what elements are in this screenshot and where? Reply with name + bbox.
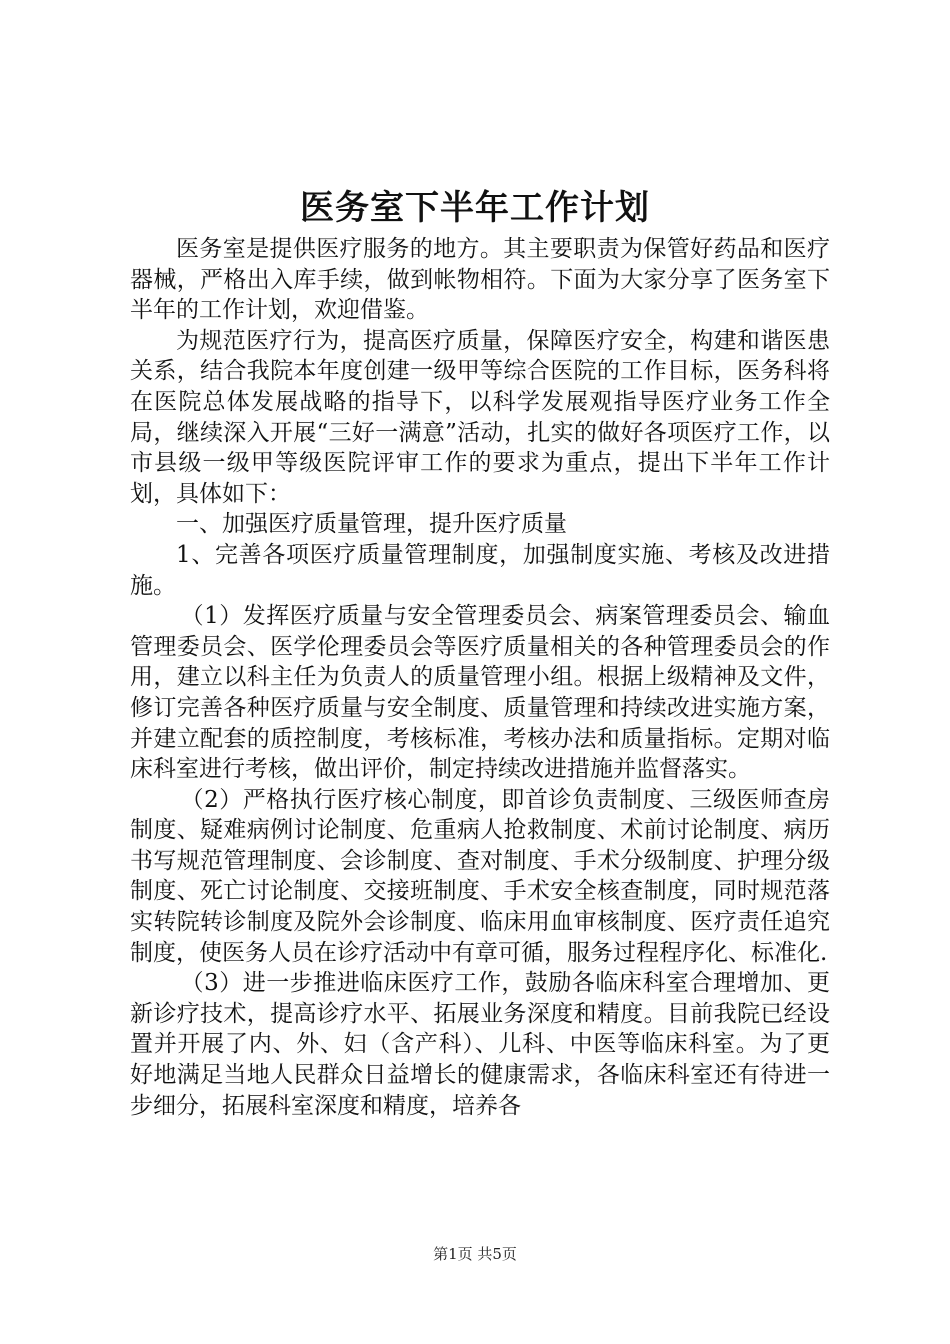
section-heading-1: 一、加强医疗质量管理，提升医疗质量 (176, 511, 567, 538)
page-footer: 第1页 共5页 (433, 1245, 517, 1263)
list-item-2: （2）严格执行医疗核心制度，即首诊负责制度、三级医师查房制度、疑难病例讨论制度、危重病人抢救制度、术前讨论制度、病历书写规范管理制度、会诊制度、查对制度、手术分级制度、护理分级制度、死亡讨论制度、交接班制度、手术安全核查制度，同时规范落实转院转诊制度及院外会诊制度、临床用血审核制度、医疗责任追究制度，使医务人员在诊疗活动中有章可循，服务过程程序化、标准化. (130, 786, 830, 966)
list-item-3: （3）进一步推进临床医疗工作，鼓励各临床科室合理增加、更新诊疗技术，提高诊疗水平、拓展业务深度和精度。目前我院已经设置并开展了内、外、妇（含产科）、儿科、中医等临床科室。为了更好地满足当地人民群众日益增长的健康需求，各临床科室还有待进一步细分，拓展科室深度和精度，培养各 (130, 970, 830, 1119)
paragraph-intro: 医务室是提供医疗服务的地方。其主要职责为保管好药品和医疗器械，严格出入库手续，做到帐物相符。下面为大家分享了医务室下半年的工作计划，欢迎借鉴。 (130, 236, 830, 324)
document-body (130, 234, 830, 1121)
paragraph-preamble: 为规范医疗行为，提高医疗质量，保障医疗安全，构建和谐医患关系，结合我院本年度创建一级甲等综合医院的工作目标，医务科将在医院总体发展战略的指导下，以科学发展观指导医疗业务工作全局，继续深入开展“三好一满意”活动，扎实的做好各项医疗工作，以市县级一级甲等级医院评审工作的要求为重点，提出下半年工作计划，具体如下： (130, 327, 830, 507)
subsection-heading-1: 1、完善各项医疗质量管理制度，加强制度实施、考核及改进措施。 (130, 541, 830, 599)
list-item-1: （1）发挥医疗质量与安全管理委员会、病案管理委员会、输血管理委员会、医学伦理委员会等医疗质量相关的各种管理委员会的作用，建立以科主任为负责人的质量管理小组。根据上级精神及文件，修订完善各种医疗质量与安全制度、质量管理和持续改进实施方案，并建立配套的质控制度，考核标准，考核办法和质量指标。定期对临床科室进行考核，做出评价，制定持续改进措施并监督落实。 (130, 603, 830, 783)
page-title: 医务室下半年工作计划 (300, 188, 650, 228)
